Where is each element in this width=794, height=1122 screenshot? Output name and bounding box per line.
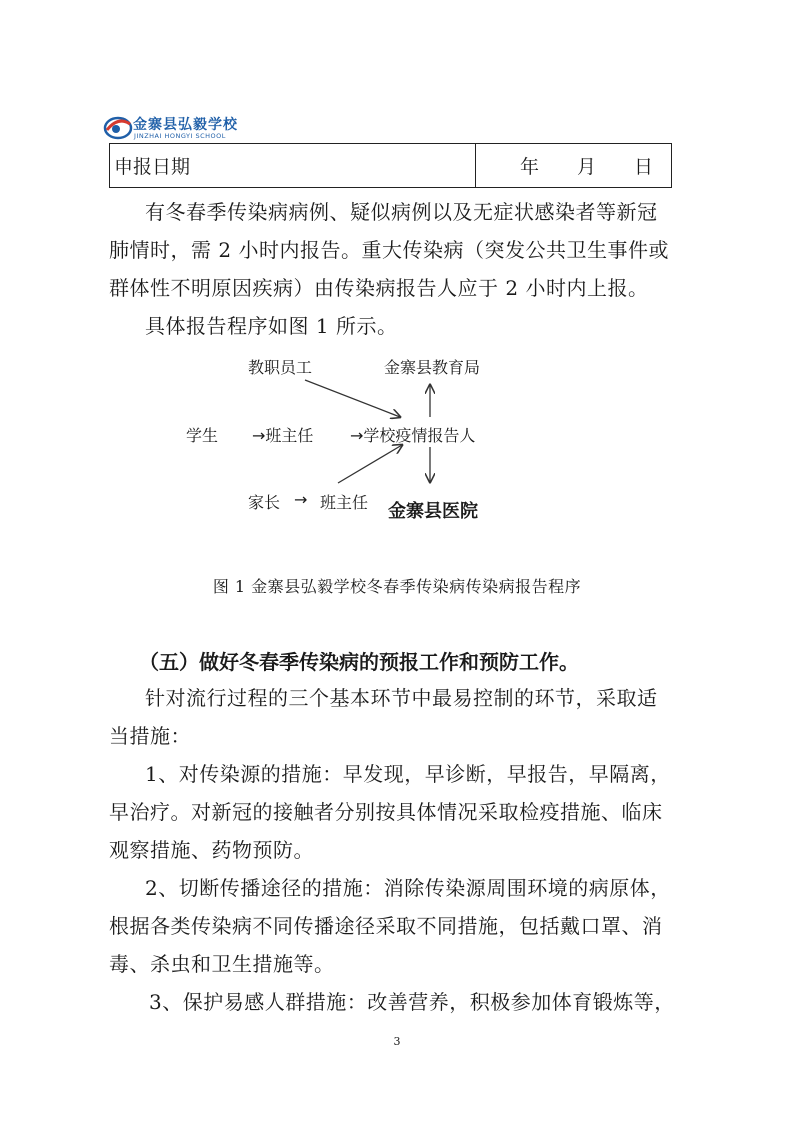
paragraph-item-2 — [109, 869, 689, 983]
node-class-teacher-2: 班主任 — [320, 493, 369, 512]
paragraph-line: 肺情时，需 2 小时内报告。重大传染病（突发公共卫生事件或 — [109, 238, 669, 262]
arrow-staff-to-reporter — [305, 380, 400, 417]
paragraph-line: 2、切断传播途径的措施：消除传染源周围环境的病原体， — [145, 876, 671, 900]
figure-caption: 图 1 金寨县弘毅学校冬春季传染病传染病报告程序 — [212, 577, 582, 596]
report-date-table — [109, 143, 672, 188]
report-date-label: 申报日期 — [110, 144, 476, 187]
node-hospital: 金寨县医院 — [388, 501, 478, 522]
paragraph-line: 当措施： — [109, 724, 191, 748]
school-logo — [103, 112, 243, 142]
school-name-en: JINZHAI HONGYI SCHOOL — [134, 132, 226, 140]
school-name: 金寨县弘毅学校 — [133, 117, 238, 133]
report-date-value[interactable] — [476, 144, 671, 187]
report-flow-diagram — [170, 345, 530, 530]
school-emblem-icon — [103, 112, 133, 142]
paragraph-line: 3、保护易感人群措施：改善营养，积极参加体育锻炼等， — [149, 990, 675, 1014]
node-school-reporter: →学校疫情报告人 — [350, 426, 476, 445]
paragraph-line: 1、对传染源的措施：早发现，早诊断，早报告，早隔离， — [145, 762, 671, 786]
month-label: 月 — [576, 156, 596, 178]
paragraph-item-3 — [109, 983, 689, 1021]
paragraph-line: 有冬春季传染病病例、疑似病例以及无症状感染者等新冠 — [145, 200, 658, 224]
paragraph-line: 群体性不明原因疾病）由传染病报告人应于 2 小时内上报。 — [109, 276, 649, 300]
year-label: 年 — [519, 156, 539, 178]
paragraph-report-timing — [109, 193, 689, 307]
node-student: 学生 — [186, 426, 219, 445]
paragraph-procedure-ref — [109, 307, 689, 345]
paragraph-line: 具体报告程序如图 1 所示。 — [145, 314, 398, 338]
paragraph-intro — [109, 679, 689, 755]
paragraph-line: 根据各类传染病不同传播途径采取不同措施，包括戴口罩、消 — [109, 914, 663, 938]
arrow-text: → — [294, 490, 308, 509]
node-class-teacher-1: →班主任 — [252, 426, 314, 445]
node-education-bureau: 金寨县教育局 — [384, 358, 481, 377]
arrow-parent-to-reporter — [338, 445, 402, 483]
paragraph-line: 早治疗。对新冠的接触者分别按具体情况采取检疫措施、临床 — [109, 800, 663, 824]
node-staff: 教职员工 — [248, 358, 313, 377]
paragraph-item-1 — [109, 755, 689, 869]
paragraph-line: 观察措施、药物预防。 — [109, 838, 314, 862]
node-parent: 家长 — [248, 493, 281, 512]
paragraph-line: 毒、杀虫和卫生措施等。 — [109, 952, 335, 976]
section-heading: （五）做好冬春季传染病的预报工作和预防工作。 — [139, 650, 579, 674]
page-number: 3 — [393, 1035, 401, 1048]
paragraph-line: 针对流行过程的三个基本环节中最易控制的环节，采取适 — [145, 686, 658, 710]
day-label: 日 — [633, 156, 653, 178]
